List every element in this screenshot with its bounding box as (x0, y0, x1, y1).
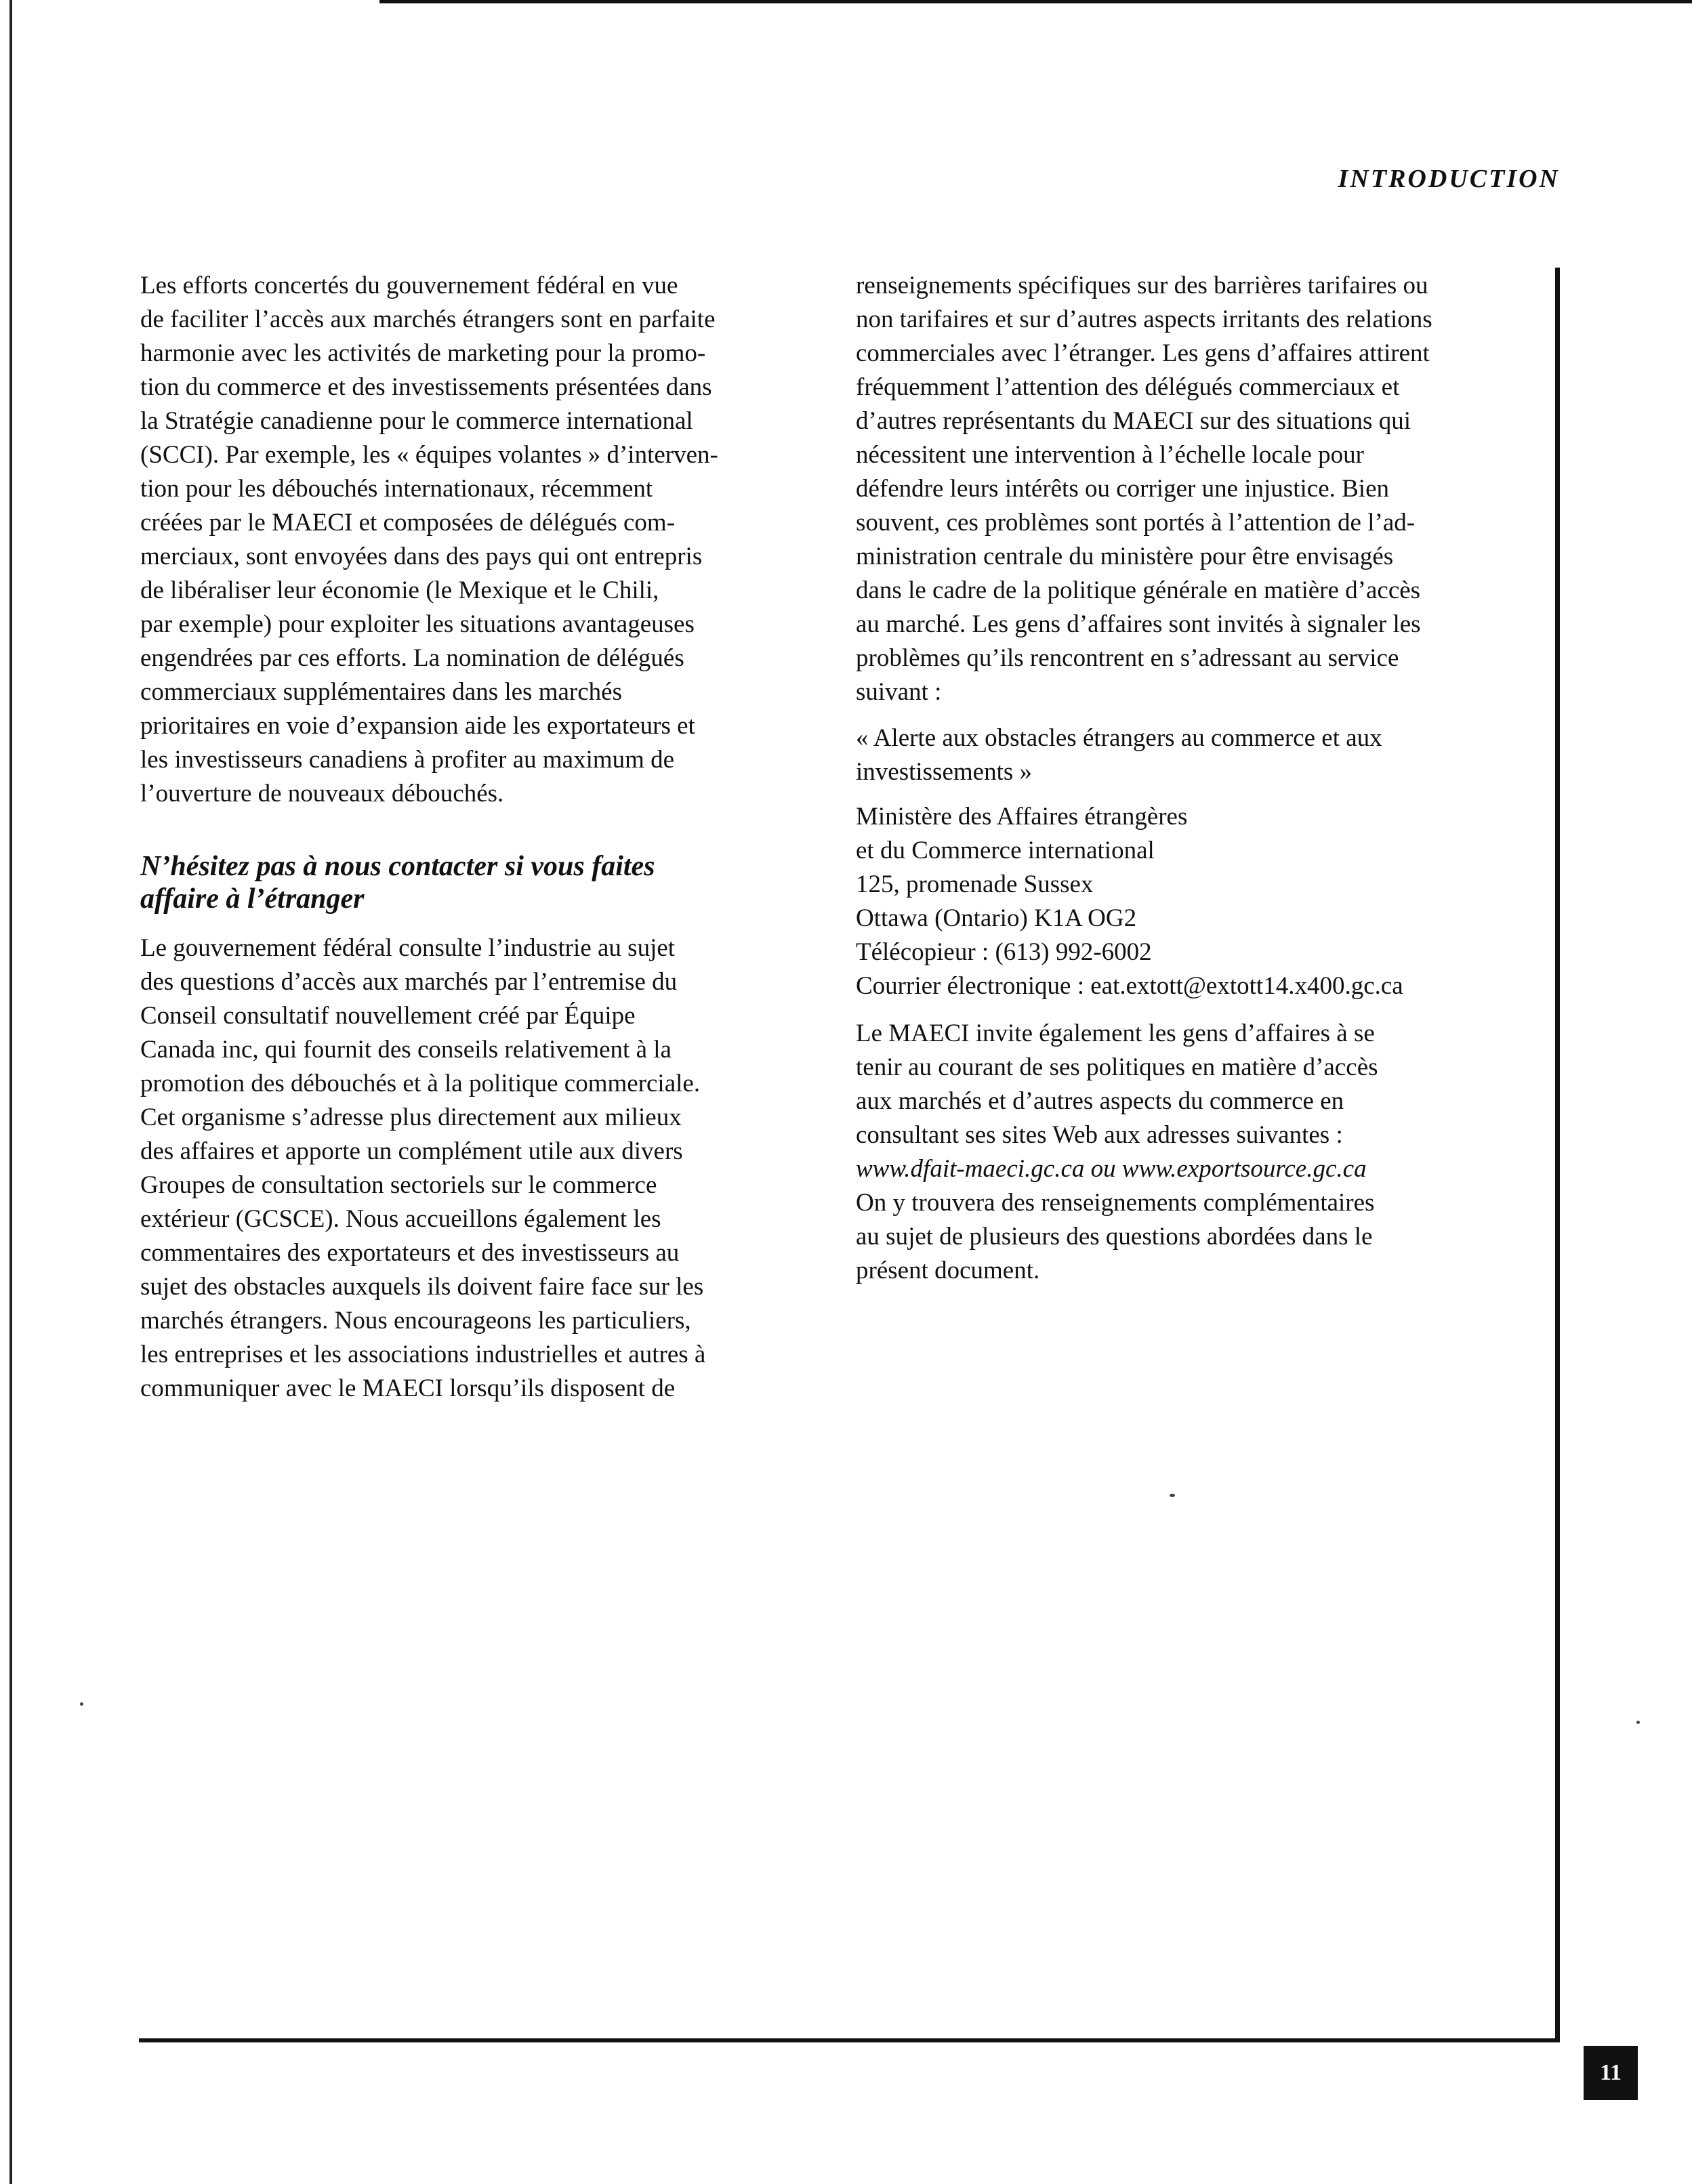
top-rule (379, 0, 1692, 3)
closing-line: Le MAECI invite également les gens d’affaires à se (856, 1020, 1375, 1047)
service-name: « Alerte aux obstacles étrangers au commerce et aux investissements » (856, 724, 1382, 786)
bottom-rule (139, 2038, 1560, 2042)
left-paragraph-2: Le gouvernement fédéral consulte l’industrie au sujet des questions d’accès aux marchés par l’entremise du Conseil consultatif nouvellement créé par Équipe Canada inc, qui fournit des conseils relativement à la promotion des débouchés et à la politique commerciale. Cet organisme s’adresse plus directement aux milieux des affaires et apporte un complément utile aux divers Groupes de consultation sectoriels sur le commerce extérieur (GCSCE). Nous accueillons également les commentaires des exportateurs et des investisseurs au sujet des obstacles auxquels ils doivent faire face sur les marchés étrangers. Nous encourageons les particuliers, les entreprises et les associations industrielles et autres à communiquer avec le MAECI lorsqu’ils disposent de (140, 934, 706, 1402)
left-paragraph-1: Les efforts concertés du gouvernement fédéral en vue de faciliter l’accès aux marchés étrangers sont en parfaite harmonie avec les activités de marketing pour la promo- tion du commerce et des investissements présentées dans la Stratégie canadienne pour le commerce international (SCCI). Par exemple, les « équipes volantes » d’interven- tion pour les débouchés internationaux, récemment créées par le MAECI et composées de délégués com- merciaux, sont envoyées dans des pays qui ont entrepris de libéraliser leur économie (le Mexique et le Chili, par exemple) pour exploiter les situations avantageuses engendrées par ces efforts. La nomination de délégués commerciaux supplémentaires dans les marchés prioritaires en voie d’expansion aide les exportateurs et les investisseurs canadiens à profiter au maximum de l’ouverture de nouveaux débouchés. (140, 272, 718, 807)
scan-speck (80, 1702, 83, 1706)
closing-line: aux marchés et d’autres aspects du commerce en (856, 1087, 1344, 1115)
scan-speck (1636, 1721, 1640, 1724)
closing-line: au sujet de plusieurs des questions abordées dans le (856, 1223, 1373, 1251)
scan-speck (1170, 1494, 1175, 1497)
section-header: INTRODUCTION (1338, 165, 1560, 193)
closing-line: présent document. (856, 1257, 1040, 1284)
contact-address: Ministère des Affaires étrangères et du Commerce international 125, promenade Sussex Ottawa (Ontario) K1A OG2 Télécopieur : (613) 992-6002 Courrier électronique : eat.extott@extott14.x400.gc.ca (856, 803, 1403, 1000)
closing-line: consultant ses sites Web aux adresses suivantes : (856, 1121, 1343, 1149)
contact-heading: N’hésitez pas à nous contacter si vous faites affaire à l’étranger (140, 851, 655, 915)
closing-paragraph (856, 1017, 1533, 1288)
left-edge-rule (9, 0, 12, 2184)
website-urls: www.dfait-maeci.gc.ca ou www.exportsource.gc.ca (856, 1155, 1367, 1183)
closing-line: On y trouvera des renseignements complémentaires (856, 1189, 1375, 1217)
right-paragraph-1: renseignements spécifiques sur des barrières tarifaires ou non tarifaires et sur d’autres aspects irritants des relations commerciales avec l’étranger. Les gens d’affaires attirent fréquemment l’attention des délégués commerciaux et d’autres représentants du MAECI sur des situations qui nécessitent une intervention à l’échelle locale pour défendre leurs intérêts ou corriger une injustice. Bien souvent, ces problèmes sont portés à l’attention de l’ad- ministration centrale du ministère pour être envisagés dans le cadre de la politique générale en matière d’accès au marché. Les gens d’affaires sont invités à signaler les problèmes qu’ils rencontrent en s’adressant au service suivant : (856, 272, 1432, 706)
right-margin-bar (1555, 268, 1560, 2042)
page-number: 11 (1584, 2046, 1638, 2100)
closing-line: tenir au courant de ses politiques en matière d’accès (856, 1053, 1378, 1081)
